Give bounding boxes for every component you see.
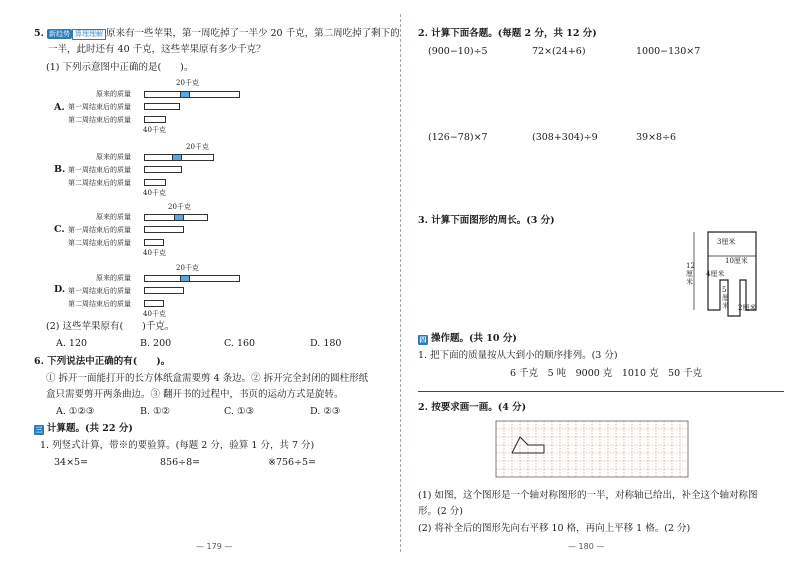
section3-header: 三 计算题。(共 22 分) xyxy=(35,423,133,434)
q6-line3: 盒只需要剪开两条曲边。③ 翻开书的过程中，书页的运动方式是旋转。 xyxy=(46,389,344,400)
bar-week1 xyxy=(144,103,180,110)
q5-line1: 5. 新趋势 算理理解 原来有一些苹果，第一周吃掉了一半少 20 千克，第二周吃掉了剩下的 xyxy=(34,28,400,39)
q2-expr-6: 39×8÷6 xyxy=(636,132,677,143)
label-40kg: 40千克 xyxy=(143,126,166,134)
calc-expr-2: 856÷8= xyxy=(160,457,201,468)
label-week2: 第二周结束后的质量 xyxy=(68,116,131,124)
label-week2: 第二周结束后的质量 xyxy=(68,239,131,247)
bar-week2 xyxy=(144,239,164,246)
bar-20kg xyxy=(180,91,190,98)
q5-sub1: (1) 下列示意图中正确的是( )。 xyxy=(46,62,194,73)
label-week1: 第一周结束后的质量 xyxy=(68,226,131,234)
q6-choice-c: C. ①③ xyxy=(224,406,255,417)
bar-20kg xyxy=(174,214,184,221)
label-original: 原来的质量 xyxy=(96,90,131,98)
q6-choice-a: A. ①②③ xyxy=(56,406,95,417)
label-original: 原来的质量 xyxy=(96,213,131,221)
q5-line2: 一半，此时还有 40 千克，这些苹果原有多少千克？ xyxy=(48,44,266,55)
q6-line2: ① 拆开一面能打开的长方体纸盒需要剪 4 条边。② 拆开完全封闭的圆柱形纸 xyxy=(46,373,369,384)
q5-choice-d: D. 180 xyxy=(310,338,342,349)
q6-title: 6. 下列说法中正确的有( )。 xyxy=(34,356,171,367)
label-week2: 第二周结束后的质量 xyxy=(68,179,131,187)
concept-tag: 算理理解 xyxy=(72,29,106,40)
op-q1-title: 1. 把下面的质量按从大到小的顺序排列。(3 分) xyxy=(418,350,618,361)
q2-expr-3: 1000−130×7 xyxy=(636,46,701,57)
label-20kg: 20千克 xyxy=(186,143,209,151)
mass-items: 6 千克 5 吨 9000 克 1010 克 50 千克 xyxy=(510,368,703,379)
label-2cm: 2厘米 xyxy=(738,304,757,312)
option-b-label: B. xyxy=(54,164,66,175)
option-a-label: A. xyxy=(54,102,65,113)
label-12cm: 12厘米 xyxy=(686,262,695,286)
label-original: 原来的质量 xyxy=(96,153,131,161)
label-20kg: 20千克 xyxy=(176,264,199,272)
label-40kg: 40千克 xyxy=(143,310,166,318)
label-week1: 第一周结束后的质量 xyxy=(68,166,131,174)
label-10cm: 10厘米 xyxy=(725,257,748,265)
page-divider xyxy=(400,14,401,552)
option-c-label: C. xyxy=(54,224,65,235)
label-3cm: 3厘米 xyxy=(717,238,736,246)
draw-q-line2: 形。(2 分) xyxy=(418,506,463,517)
label-original: 原来的质量 xyxy=(96,274,131,282)
q2-expr-4: (126−78)×7 xyxy=(428,132,488,143)
bar-week1 xyxy=(144,166,182,173)
q5-choice-c: C. 160 xyxy=(224,338,256,349)
draw-q-line1: (1) 如图，这个图形是一个轴对称图形的一半，对称轴已给出，补全这个轴对称图 xyxy=(418,490,758,501)
bar-week1 xyxy=(144,226,184,233)
label-week1: 第一周结束后的质量 xyxy=(68,103,131,111)
calc-expr-1: 34×5= xyxy=(54,457,89,468)
label-20kg: 20千克 xyxy=(176,79,199,87)
label-4cm: 4厘米 xyxy=(706,270,725,278)
q2-expr-1: (900−10)÷5 xyxy=(428,46,488,57)
label-week1: 第一周结束后的质量 xyxy=(68,287,131,295)
bar-week2 xyxy=(144,116,166,123)
bar-week2 xyxy=(144,179,166,186)
page-number-right: — 180 — xyxy=(568,542,605,551)
drawing-grid xyxy=(494,419,690,481)
q2-title: 2. 计算下面各题。(每题 2 分，共 12 分) xyxy=(418,28,597,39)
calc-q1-title: 1. 列竖式计算，带※的要验算。(每题 2 分，验算 1 分，共 7 分) xyxy=(40,440,315,451)
answer-line xyxy=(418,391,784,392)
label-20kg: 20千克 xyxy=(168,203,191,211)
q5-sub2: (2) 这些苹果原有( )千克。 xyxy=(46,321,175,332)
bar-original xyxy=(144,275,240,282)
option-d-label: D. xyxy=(54,284,66,295)
section-number-icon: 四 xyxy=(419,336,427,344)
draw-q-line3: (2) 将补全后的图形先向右平移 10 格，再向上平移 1 格。(2 分) xyxy=(418,523,691,534)
new-trend-tag: 新趋势 xyxy=(48,30,70,38)
section-number-icon: 三 xyxy=(35,426,43,434)
bar-week2 xyxy=(144,300,164,307)
label-40kg: 40千克 xyxy=(143,189,166,197)
label-40kg: 40千克 xyxy=(143,249,166,257)
q5-choice-b: B. 200 xyxy=(140,338,172,349)
bar-original xyxy=(144,91,240,98)
calc-expr-3: ※756÷5= xyxy=(268,457,317,468)
section4-header: 四 操作题。(共 10 分) xyxy=(419,333,517,344)
draw-q-title: 2. 按要求画一画。(4 分) xyxy=(418,402,527,413)
label-5cm: 5厘米 xyxy=(722,286,729,310)
bar-20kg xyxy=(180,275,190,282)
q3-title: 3. 计算下面图形的周长。(3 分) xyxy=(418,215,555,226)
q6-choice-b: B. ①② xyxy=(140,406,171,417)
q6-choice-d: D. ②③ xyxy=(310,406,341,417)
q5-choice-a: A. 120 xyxy=(56,338,88,349)
q2-expr-5: (308+304)÷9 xyxy=(532,132,598,143)
page-number-left: — 179 — xyxy=(196,542,233,551)
q2-expr-2: 72×(24+6) xyxy=(532,46,586,57)
bar-20kg xyxy=(172,154,182,161)
bar-week1 xyxy=(144,287,184,294)
label-week2: 第二周结束后的质量 xyxy=(68,300,131,308)
